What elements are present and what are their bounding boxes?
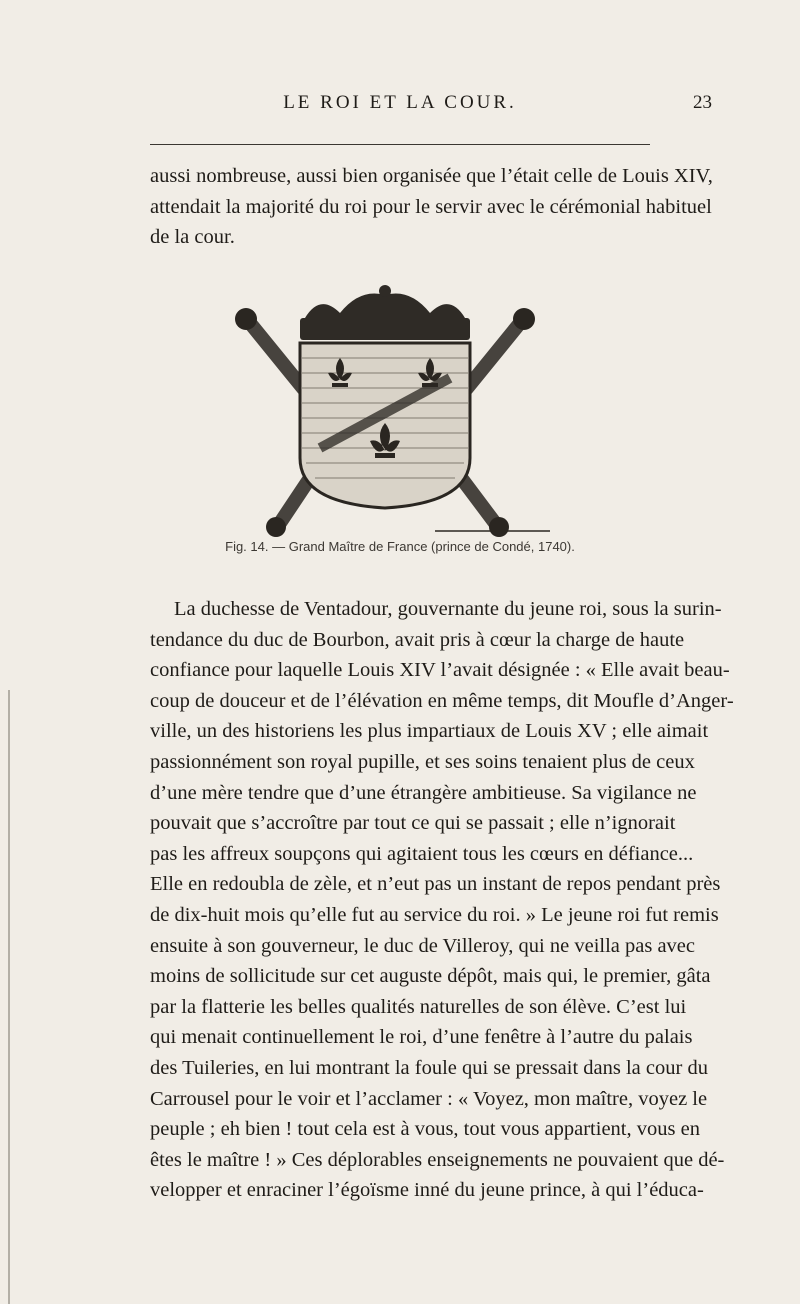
paragraph-1 (150, 161, 713, 253)
header-rule (150, 144, 650, 145)
text-line: passionnément son royal pupille, et ses soins tenaient plus de ceux (150, 750, 695, 773)
text-line: d’une mère tendre que d’une étrangère ambitieuse. Sa vigilance ne (150, 781, 697, 804)
binding-edge (8, 690, 10, 1304)
text-line: tendance du duc de Bourbon, avait pris à cœur la charge de haute (150, 628, 685, 651)
page-number: 23 (693, 92, 712, 113)
text-line: qui menait continuellement le roi, d’une fenêtre à l’autre du palais (150, 1026, 693, 1049)
paragraph-2 (150, 594, 734, 1206)
text-line: ensuite à son gouverneur, le duc de Villeroy, qui ne veilla pas avec (150, 934, 696, 957)
text-line: moins de sollicitude sur cet auguste dépôt, mais qui, le premier, gâta (150, 965, 711, 988)
running-title: LE ROI ET LA COUR. (283, 92, 517, 113)
figure-caption: Fig. 14. — Grand Maître de France (prince de Condé, 1740). (225, 539, 575, 554)
text-line: par la flatterie les belles qualités naturelles de son élève. C’est lui (150, 995, 687, 1018)
text-line: Elle en redoubla de zèle, et n’eut pas un instant de repos pendant près (150, 873, 721, 896)
text-line: de la cour. (150, 226, 235, 249)
text-line: confiance pour laquelle Louis XIV l’avait désignée : « Elle avait beau- (150, 659, 730, 682)
text-line: aussi nombreuse, aussi bien organisée que l’était celle de Louis XIV, (150, 165, 713, 187)
text-line: des Tuileries, en lui montrant la foule qui se pressait dans la cour du (150, 1056, 708, 1079)
text-line: La duchesse de Ventadour, gouvernante du jeune roi, sous la surin- (174, 598, 722, 620)
text-line: ville, un des historiens les plus impartiaux de Louis XV ; elle aimait (150, 720, 709, 743)
text-line: pas les affreux soupçons qui agitaient tous les cœurs en défiance... (150, 842, 694, 865)
text-line: coup de douceur et de l’élévation en même temps, dit Moufle d’Anger- (150, 689, 734, 712)
text-line: peuple ; eh bien ! tout cela est à vous, tout vous appartient, vous en (150, 1118, 700, 1141)
text-line: Carrousel pour le voir et l’acclamer : « Voyez, mon maître, voyez le (150, 1087, 708, 1110)
coat-of-arms-engraving-icon (220, 283, 550, 538)
text-line: êtes le maître ! » Ces déplorables enseignements ne pouvaient que dé- (150, 1148, 725, 1171)
text-line: pouvait que s’accroître par tout ce qui se passait ; elle n’ignorait (150, 812, 676, 835)
text-line: velopper et enraciner l’égoïsme inné du jeune prince, à qui l’éduca- (150, 1179, 704, 1202)
text-line: de dix-huit mois qu’elle fut au service du roi. » Le jeune roi fut remis (150, 903, 719, 926)
text-line: attendait la majorité du roi pour le servir avec le cérémonial habituel (150, 195, 712, 218)
